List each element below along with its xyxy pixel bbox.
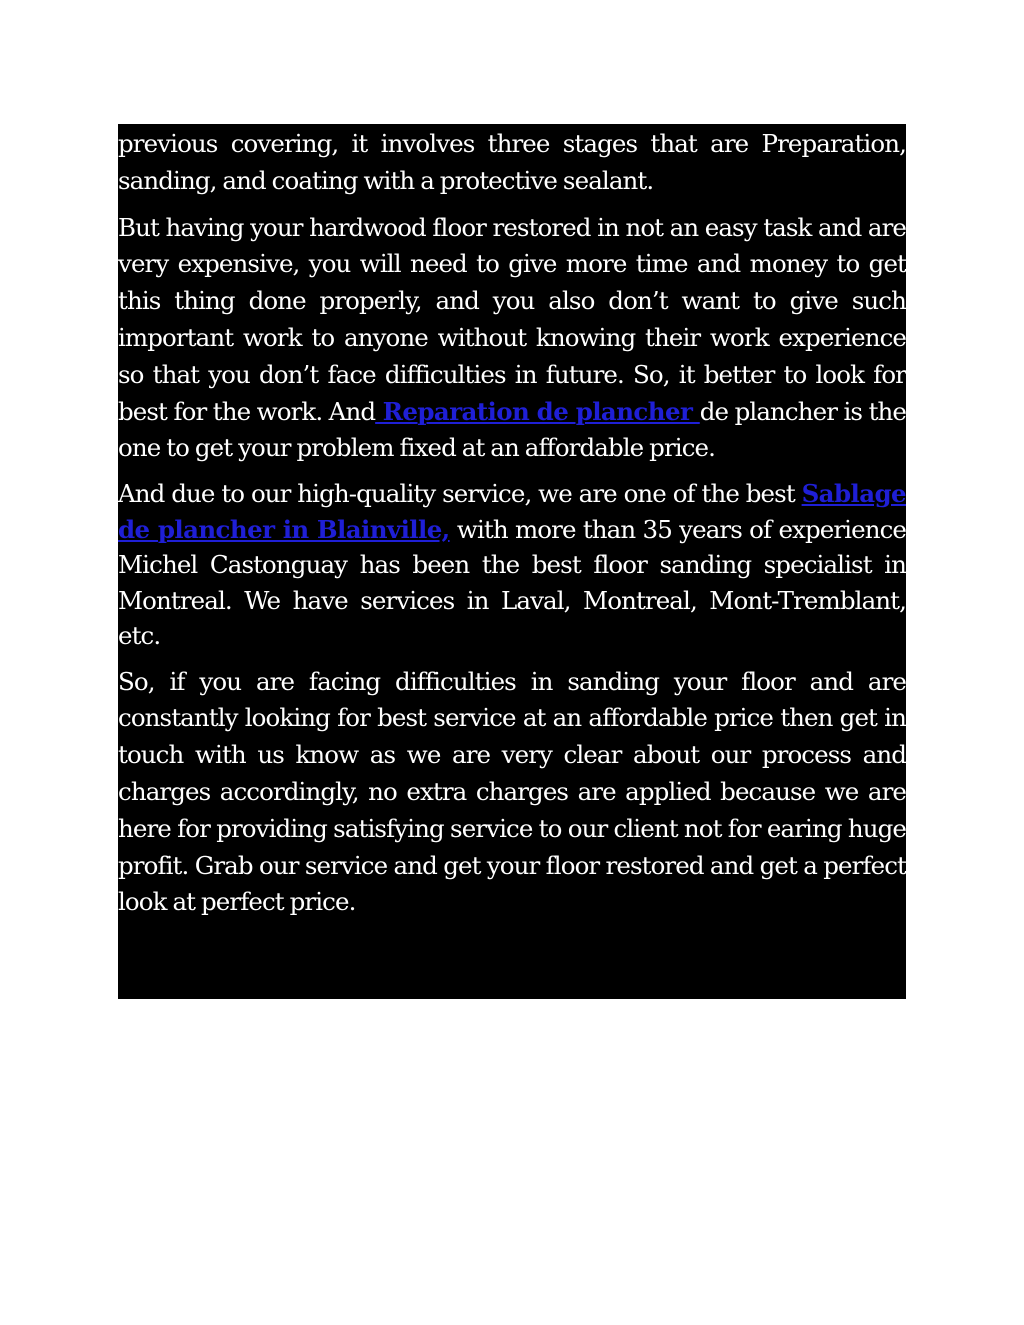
paragraph-restoration-text: But having your hardwood floor restored in not an easy task and are very expensive, you will need to give more time and money to get this thing done properly, and you also don’t want to give such important work to anyone without knowing their work experience so that you don’t face difficulties in future. So, it better to look for best for the work. And bbox=[118, 212, 906, 426]
paragraph-restoration bbox=[118, 210, 906, 468]
sablage-de-plancher-link[interactable]: Sablage de plancher in Blainville, bbox=[118, 479, 906, 544]
paragraph-intro-text: previous covering, it involves three stages that are Preparation, sanding, and coating with a protective sealant. bbox=[118, 129, 906, 195]
paragraph-service bbox=[118, 476, 906, 654]
paragraph-restoration-text-end: de plancher is the one to get your problem fixed at an affordable price. bbox=[118, 396, 906, 463]
content-block bbox=[118, 124, 906, 999]
paragraph-service-text-end: with more than 35 years of experience Michel Castonguay has been the best floor sanding specialist in Montreal. We have services in Laval, Montreal, Mont-Tremblant, etc. bbox=[118, 514, 906, 651]
paragraph-intro bbox=[118, 126, 906, 200]
reparation-de-plancher-link[interactable]: Reparation de plancher bbox=[375, 396, 700, 426]
paragraph-service-text: And due to our high-quality service, we are one of the best bbox=[118, 479, 802, 509]
paragraph-closing bbox=[118, 664, 906, 922]
paragraph-closing-text: So, if you are facing difficulties in sanding your floor and are constantly looking for best service at an affordable price then get in touch with us know as we are very clear about our process and charges accordingly, no extra charges are applied because we are here for providing satisfying service to our client not for earing huge profit. Grab our service and get your floor restored and get a perfect look at perfect price. bbox=[118, 666, 906, 917]
